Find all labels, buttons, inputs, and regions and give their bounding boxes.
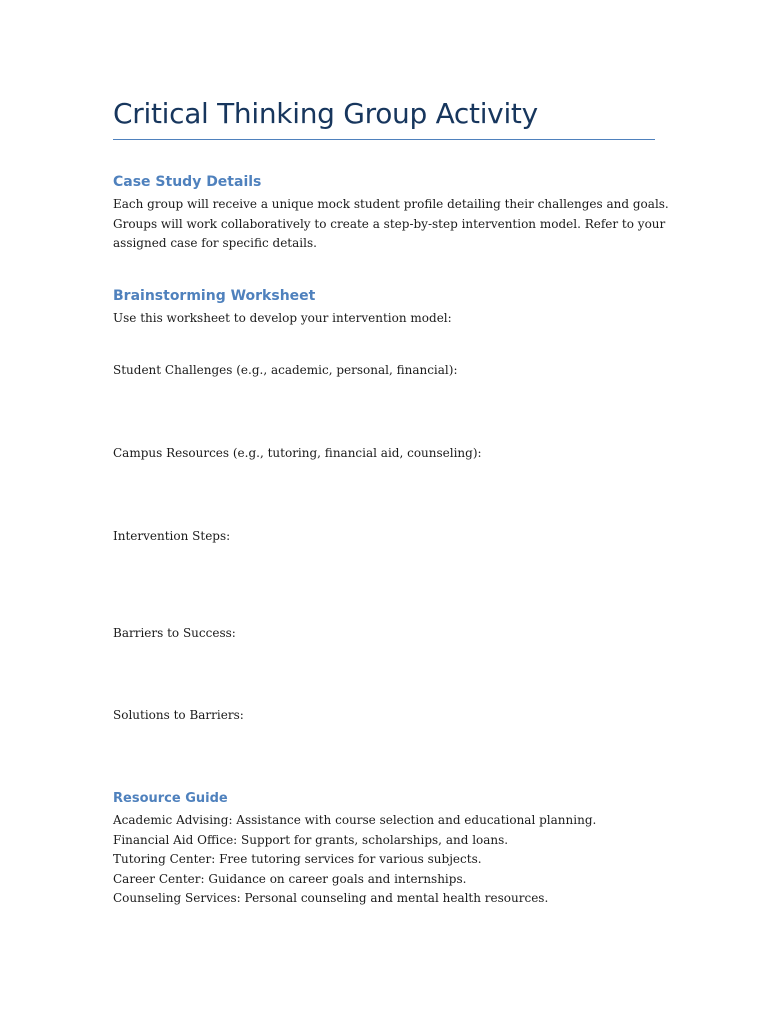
worksheet-prompt-solutions: Solutions to Barriers: [113,708,244,722]
resource-item: Counseling Services: Personal counseling and mental health resources. [113,891,549,905]
worksheet-prompt-challenges: Student Challenges (e.g., academic, personal, financial): [113,363,458,377]
worksheet-heading: Brainstorming Worksheet [113,288,316,304]
resource-item: Financial Aid Office: Support for grants, scholarships, and loans. [113,832,509,847]
title-underline [113,139,655,140]
resource-item: Career Center: Guidance on career goals and internships. [113,871,467,886]
resource-item: Tutoring Center: Free tutoring services for various subjects. [113,852,482,866]
resource-item: Academic Advising: Assistance with course selection and educational planning. [113,813,597,827]
resource-guide-list [113,811,655,909]
case-study-line: Groups will work collaboratively to create a step-by-step intervention model. Refer to your [113,216,666,231]
case-study-paragraph [113,195,669,254]
document-title: Critical Thinking Group Activity [113,97,538,130]
worksheet-intro: Use this worksheet to develop your intervention model: [113,311,452,325]
document-page [113,0,669,1024]
case-study-heading: Case Study Details [113,174,262,190]
case-study-line: Each group will receive a unique mock student profile detailing their challenges and goals. [113,197,669,211]
resource-guide-heading: Resource Guide [113,791,228,806]
worksheet-prompt-resources: Campus Resources (e.g., tutoring, financial aid, counseling): [113,446,482,460]
case-study-line: assigned case for specific details. [113,236,317,250]
worksheet-prompt-barriers: Barriers to Success: [113,626,236,640]
worksheet-prompt-steps: Intervention Steps: [113,529,231,543]
